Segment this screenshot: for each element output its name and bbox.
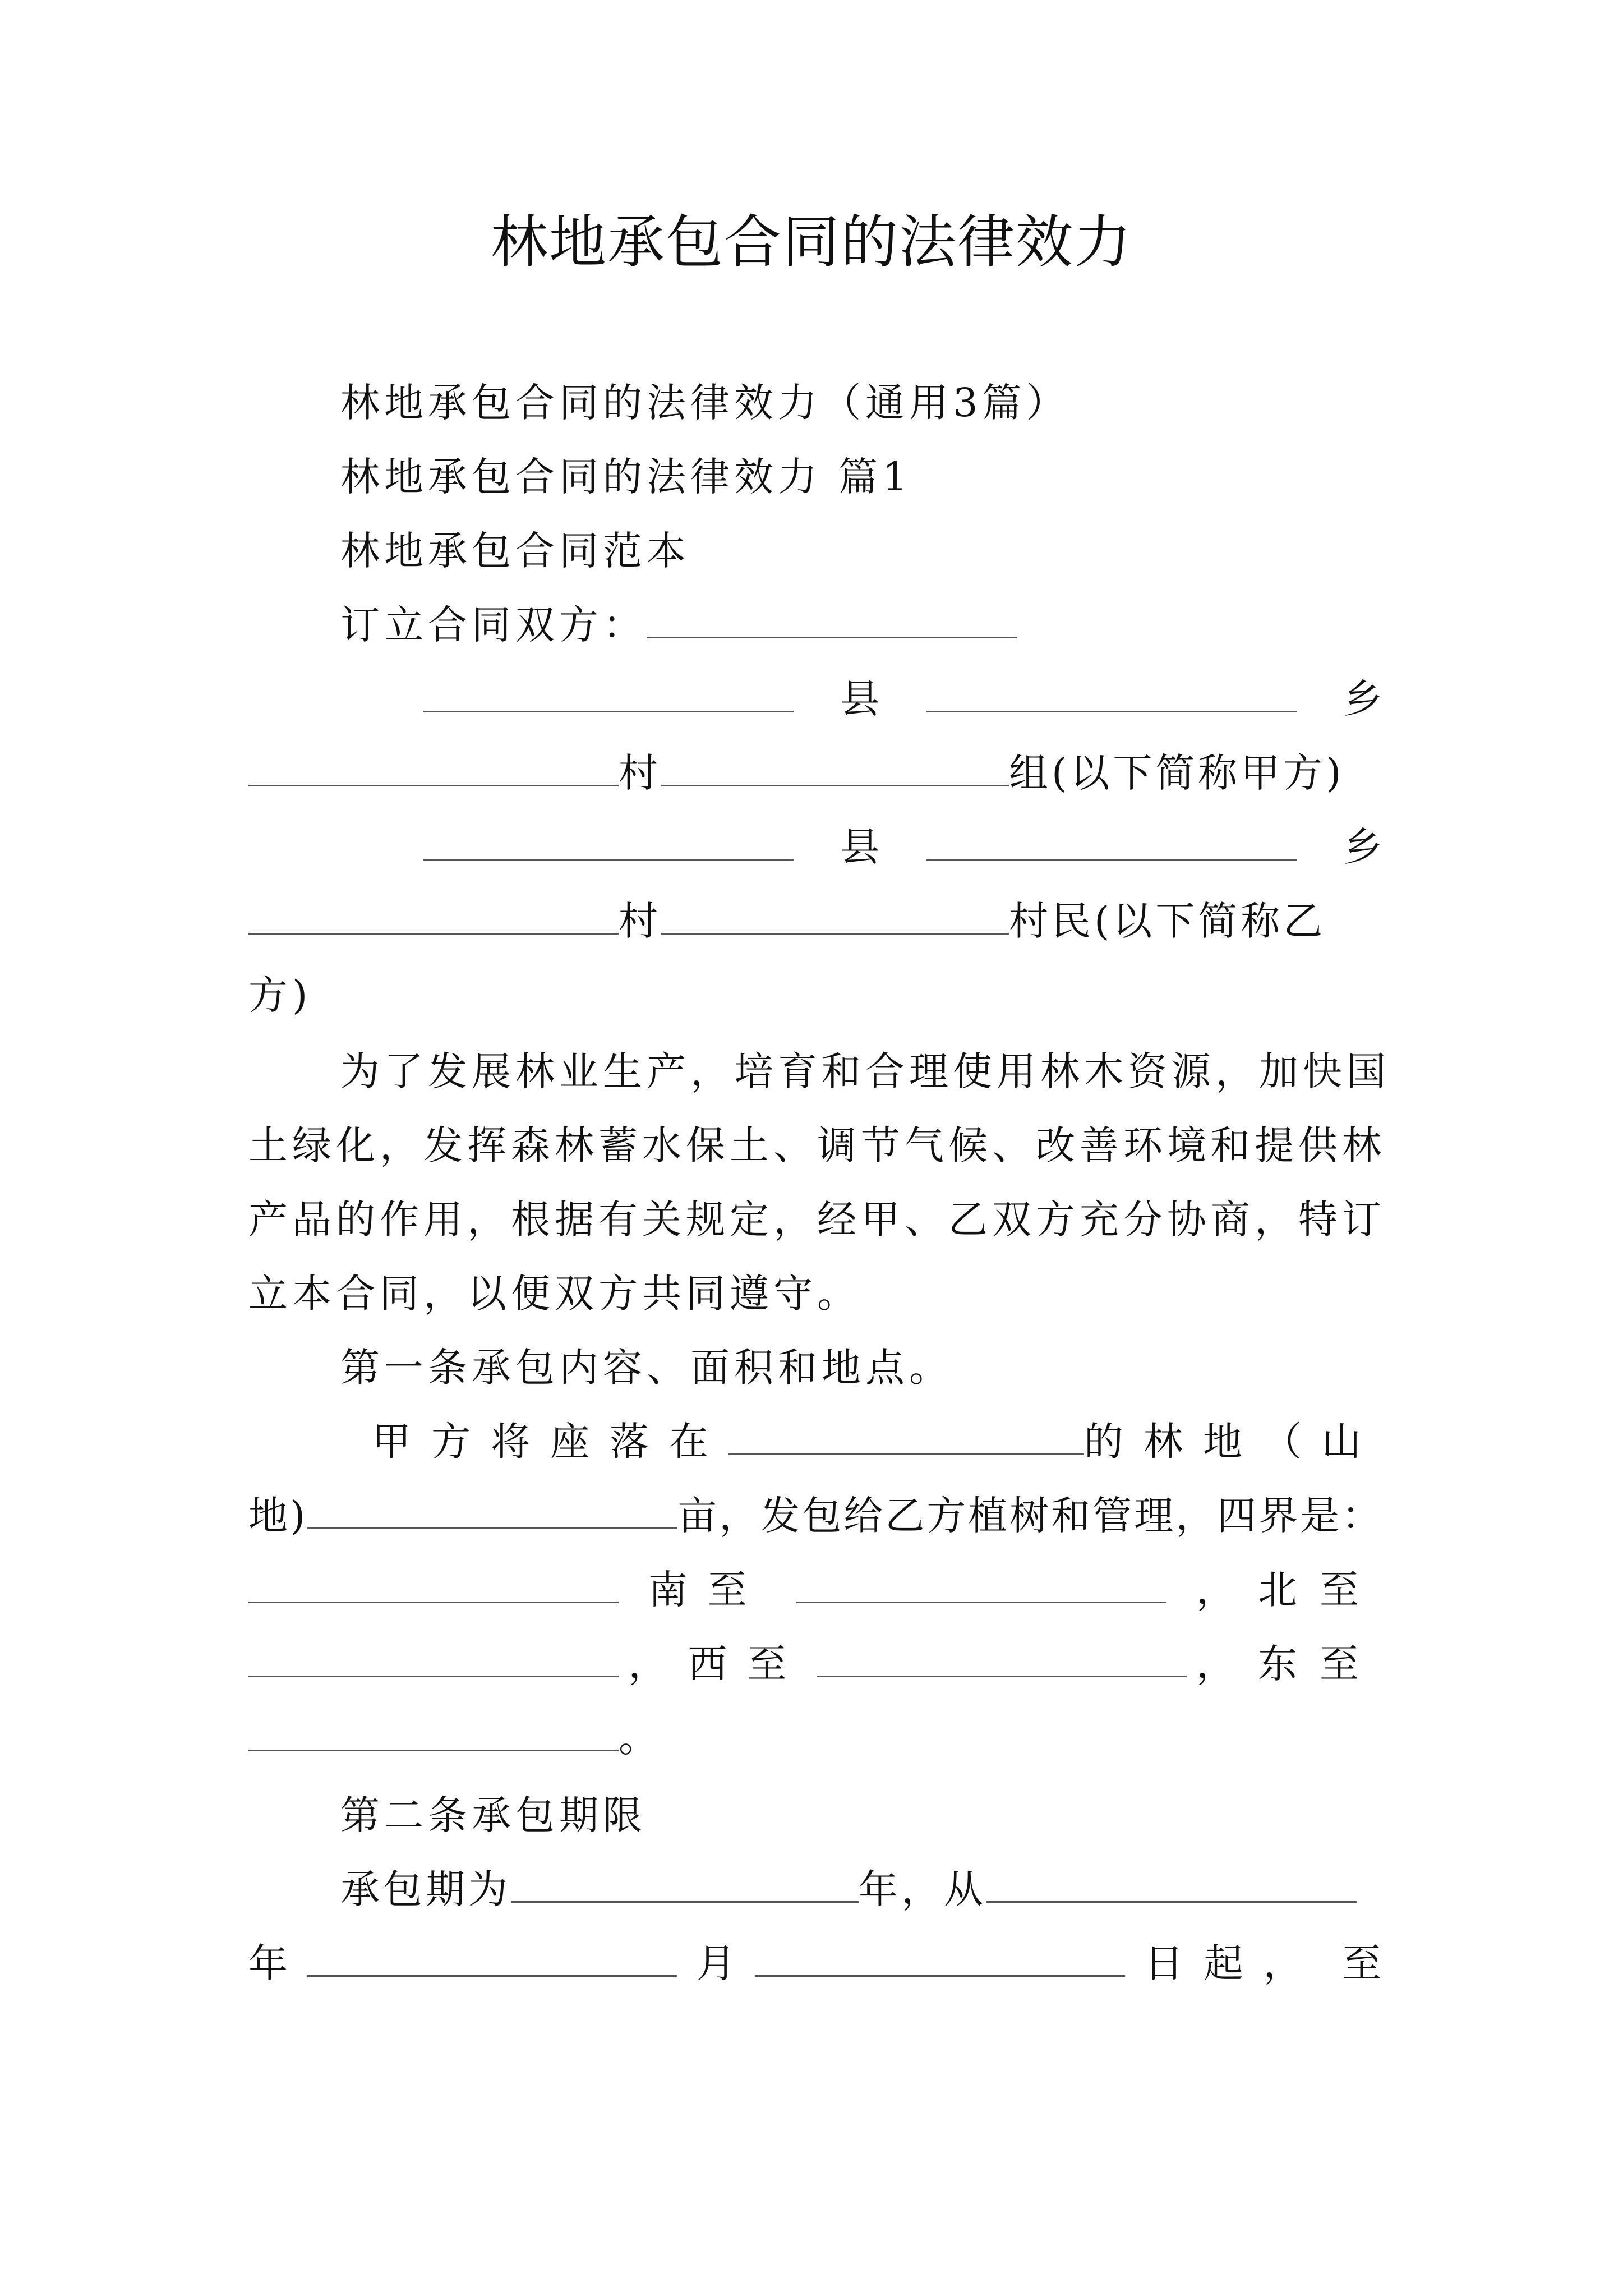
north-blank <box>248 1643 619 1677</box>
start-year-blank <box>986 1869 1357 1903</box>
parties-blank <box>647 604 1017 638</box>
forest-land-label: 的林地（山 <box>1084 1419 1381 1465</box>
boundary-line-3 <box>248 1710 662 1766</box>
location-blank <box>728 1421 1084 1455</box>
purpose-line-3: 产品的作用，根据有关规定，经甲、乙双方充分协商，特订 <box>248 1197 1386 1243</box>
article-2-date-line <box>248 1935 1381 1991</box>
party-a-label: 组(以下简称甲方) <box>1009 750 1345 796</box>
south-label: 南至 <box>648 1567 767 1613</box>
west-label: ，西至 <box>628 1641 807 1687</box>
year-label: 年 <box>248 1940 288 1986</box>
section-heading: 林地承包合同的法律效力 篇1 <box>340 454 912 500</box>
mountain-land-label: 地) <box>248 1493 308 1539</box>
township-blank <box>926 678 1297 712</box>
party-a-group-line <box>248 745 1345 801</box>
township-label: 乡 <box>1343 676 1382 722</box>
county-label: 县 <box>840 676 880 722</box>
article-1-heading: 第一条承包内容、面积和地点。 <box>340 1345 953 1391</box>
party-b-label-end: 方) <box>248 972 312 1018</box>
month-label: 月 <box>696 1940 736 1986</box>
township-label-b: 乡 <box>1343 824 1382 870</box>
county-blank <box>423 678 794 712</box>
location-label: 甲方将座落在 <box>372 1419 728 1465</box>
to-label: 至 <box>1341 1940 1381 1986</box>
village-label: 村 <box>619 750 661 796</box>
party-b-villager-line <box>248 893 1326 949</box>
page-title: 林地承包合同的法律效力 <box>491 209 1132 276</box>
start-month-blank <box>307 1943 677 1977</box>
subtitle-line: 林地承包合同的法律效力（通用3篇） <box>340 380 1070 426</box>
purpose-line-2: 土绿化，发挥森林蓄水保土、调节气候、改善环境和提供林 <box>248 1122 1386 1168</box>
parties-label: 订立合同双方： <box>340 602 647 648</box>
county-label-b: 县 <box>840 824 880 870</box>
term-years-blank <box>511 1869 859 1903</box>
east-blank <box>248 1717 619 1751</box>
west-blank <box>817 1643 1187 1677</box>
area-blank <box>307 1495 677 1529</box>
day-from-label: 日起， <box>1144 1940 1323 1986</box>
end-dot: 。 <box>619 1715 662 1761</box>
east-label: ，东至 <box>1196 1641 1381 1687</box>
party-b-address-line <box>423 819 1382 875</box>
purpose-line-1: 为了发展林业生产，培育和合理使用林木资源，加快国 <box>340 1048 1390 1094</box>
contract-template-heading: 林地承包合同范本 <box>340 528 690 574</box>
south-blank <box>796 1569 1166 1603</box>
boundary-blank-1 <box>248 1569 619 1603</box>
article-1-area-line <box>248 1488 1383 1544</box>
term-from-label: 年，从 <box>859 1866 986 1912</box>
article-2-heading: 第二条承包期限 <box>340 1792 647 1838</box>
area-label: 亩，发包给乙方植树和管理，四界是： <box>677 1493 1384 1539</box>
parties-line <box>340 597 1017 653</box>
boundary-line-2 <box>248 1636 1381 1692</box>
purpose-line-4: 立本合同，以便双方共同遵守。 <box>248 1271 861 1317</box>
village-label-b: 村 <box>619 898 661 944</box>
village-blank-b <box>248 900 619 935</box>
township-blank-b <box>926 826 1297 861</box>
party-b-label: 村民(以下简称乙 <box>1009 898 1326 944</box>
boundary-line-1 <box>248 1562 1381 1618</box>
north-label: ，北至 <box>1196 1567 1381 1613</box>
county-blank-b <box>423 826 794 861</box>
start-day-blank <box>755 1943 1125 1977</box>
village-blank <box>248 752 619 786</box>
party-a-address-line <box>423 671 1382 727</box>
group-blank <box>661 752 1009 786</box>
article-2-term-line <box>340 1861 1357 1917</box>
villager-blank <box>661 900 1009 935</box>
article-1-location-line <box>372 1414 1381 1470</box>
term-label: 承包期为 <box>340 1866 511 1912</box>
